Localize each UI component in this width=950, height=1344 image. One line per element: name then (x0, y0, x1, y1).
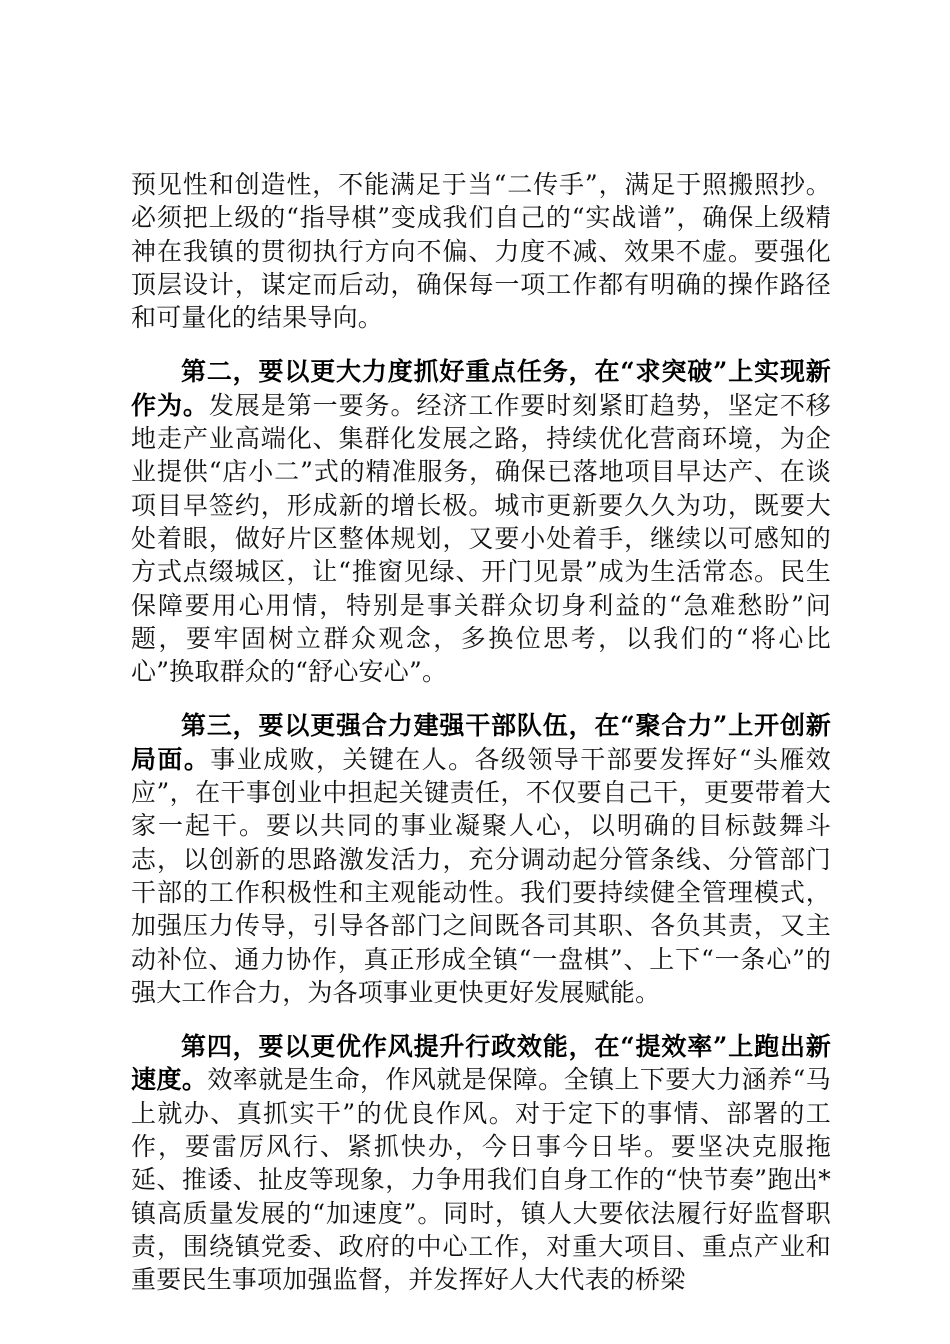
paragraph-text: 效率就是生命，作风就是保障。全镇上下要大力涵养“马上就办、真抓实干”的优良作风。对于定下的事情、部署的工作，要雷厉风行、紧抓快办，今日事今日毕。要坚决克服拖延、推诿、扯皮等现象，力争用我们自身工作的“快节奏”跑出*镇高质量发展的“加速度”。同时，镇人大要依法履行好监督职责，围绕镇党委、政府的中心工作，对重大项目、重点产业和重要民生事项加强监督，并发挥好人大代表的桥梁 (131, 1065, 831, 1295)
paragraph-fourth (131, 1030, 831, 1296)
paragraph-lead: 第二，要以更大力度抓好重点任务，在“求突破”上实现新作为。 (131, 357, 831, 420)
paragraph-second (131, 355, 831, 688)
paragraph-third (131, 709, 831, 1009)
paragraph-text: 事业成败，关键在人。各级领导干部要发挥好“头雁效应”，在干事创业中担起关键责任，不仅要自己干，更要带着大家一起干。要以共同的事业凝聚人心，以明确的目标鼓舞斗志，以创新的思路激发活力，充分调动起分管条线、分管部门干部的工作积极性和主观能动性。我们要持续健全管理模式，加强压力传导，引导各部门之间既各司其职、各负其责，又主动补位、通力协作，真正形成全镇“一盘棋”、上下“一条心”的强大工作合力，为各项事业更快更好发展赋能。 (131, 744, 831, 1007)
paragraph-lead: 第三，要以更强合力建强干部队伍，在“聚合力”上开创新局面。 (131, 711, 831, 774)
paragraph-continuation (131, 168, 831, 334)
paragraph-lead: 第四，要以更优作风提升行政效能，在“提效率”上跑出新速度。 (131, 1032, 831, 1095)
paragraph-text: 预见性和创造性，不能满足于当“二传手”，满足于照搬照抄。必须把上级的“指导棋”变成我们自己的“实战谱”，确保上级精神在我镇的贯彻执行方向不偏、力度不减、效果不虚。要强化顶层设计，谋定而后动，确保每一项工作都有明确的操作路径和可量化的结果导向。 (131, 170, 831, 333)
paragraph-text: 发展是第一要务。经济工作要时刻紧盯趋势，坚定不移地走产业高端化、集群化发展之路，持续优化营商环境，为企业提供“店小二”式的精准服务，确保已落地项目早达产、在谈项目早签约，形成新的增长极。城市更新要久久为功，既要大处着眼，做好片区整体规划，又要小处着手，继续以可感知的方式点缀城区，让“推窗见绿、开门见景”成为生活常态。民生保障要用心用情，特别是事关群众切身利益的“急难愁盼”问题，要牢固树立群众观念，多换位思考，以我们的“将心比心”换取群众的“舒心安心”。 (131, 390, 831, 687)
document-body (131, 168, 831, 1297)
